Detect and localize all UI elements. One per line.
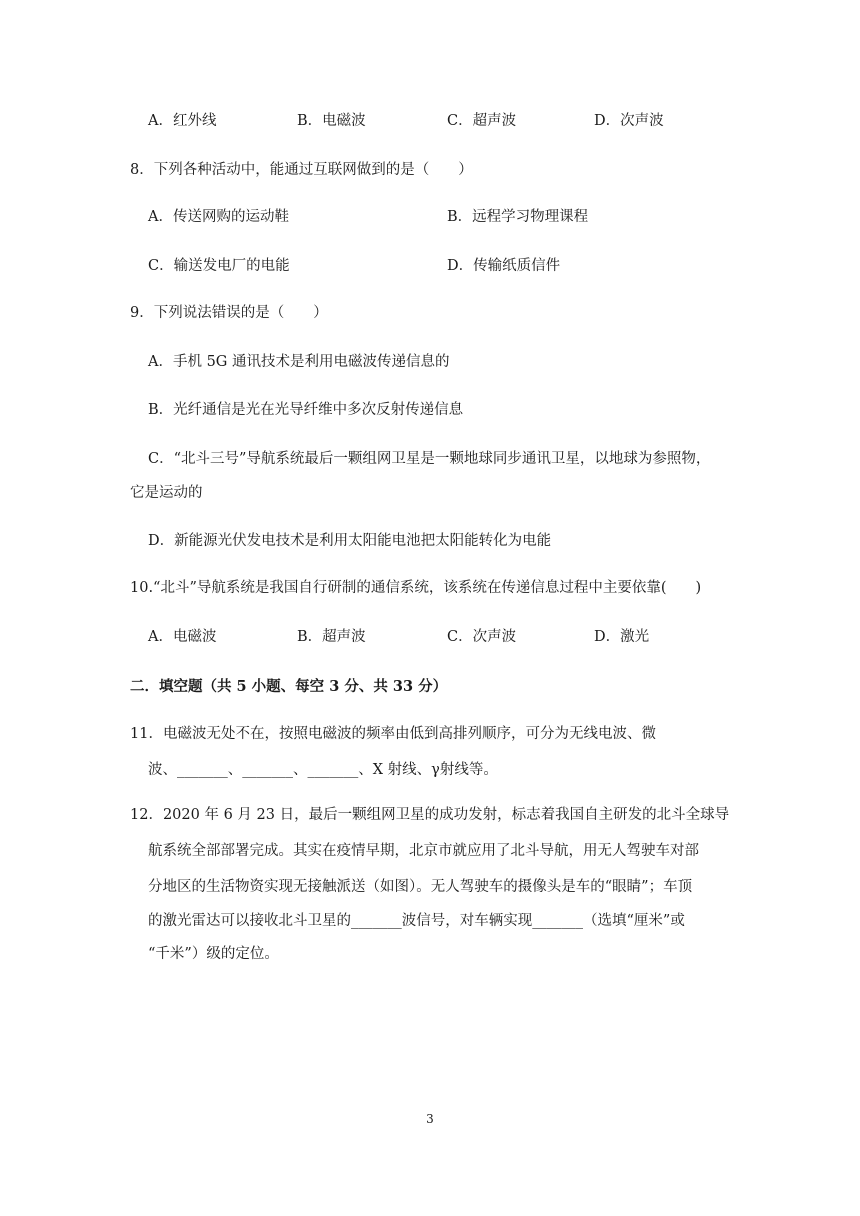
q8-option-b: B．远程学习物理课程	[447, 209, 589, 225]
q9-option-c-line2: 它是运动的	[130, 485, 203, 501]
q11-line2: 波、_______、_______、_______、X 射线、γ射线等。	[148, 762, 498, 778]
q7-option-c: C．超声波	[447, 113, 517, 129]
q10-option-c: C．次声波	[447, 629, 517, 645]
q7-option-d: D．次声波	[594, 113, 664, 129]
q12-line4: 的激光雷达可以接收北斗卫星的_______波信号，对车辆实现_______（选填“厘米”或	[148, 913, 685, 929]
q10-option-a: A．电磁波	[148, 629, 217, 645]
q8-option-a: A．传送网购的运动鞋	[148, 209, 289, 225]
q8-stem: 8．下列各种活动中，能通过互联网做到的是（ ）	[130, 162, 473, 178]
q9-option-b: B．光纤通信是光在光导纤维中多次反射传递信息	[148, 402, 464, 418]
q11-line1: 11．电磁波无处不在，按照电磁波的频率由低到高排列顺序，可分为无线电波、微	[130, 726, 656, 742]
q8-option-d: D．传输纸质信件	[447, 258, 561, 274]
q9-stem: 9．下列说法错误的是（ ）	[130, 305, 328, 321]
q8-option-c: C．输送发电厂的电能	[148, 258, 290, 274]
q7-option-a: A．红外线	[148, 113, 217, 129]
q9-option-d: D．新能源光伏发电技术是利用太阳能电池把太阳能转化为电能	[148, 533, 552, 549]
q7-option-b: B．电磁波	[297, 113, 366, 129]
q12-line2: 航系统全部部署完成。其实在疫情早期，北京市就应用了北斗导航，用无人驾驶车对部	[148, 843, 699, 859]
q10-option-d: D．激光	[594, 629, 650, 645]
section-heading-fill-in: 二．填空题（共 5 小题、每空 3 分、共 33 分）	[130, 678, 448, 695]
q9-option-a: A．手机 5G 通讯技术是利用电磁波传递信息的	[148, 354, 450, 370]
q10-stem: 10.“北斗”导航系统是我国自行研制的通信系统，该系统在传递信息过程中主要依靠( )	[130, 580, 702, 596]
q12-line5: “千米”）级的定位。	[148, 946, 279, 962]
q9-option-c-line1: C．“北斗三号”导航系统最后一颗组网卫星是一颗地球同步通讯卫星，以地球为参照物，	[148, 451, 711, 467]
q12-line1: 12．2020 年 6 月 23 日，最后一颗组网卫星的成功发射，标志着我国自主研发的北斗全球导	[130, 807, 730, 823]
q10-option-b: B．超声波	[297, 629, 366, 645]
page-number: 3	[426, 1112, 434, 1126]
q12-line3: 分地区的生活物资实现无接触派送（如图）。无人驾驶车的摄像头是车的“眼睛”；车顶	[148, 879, 693, 895]
